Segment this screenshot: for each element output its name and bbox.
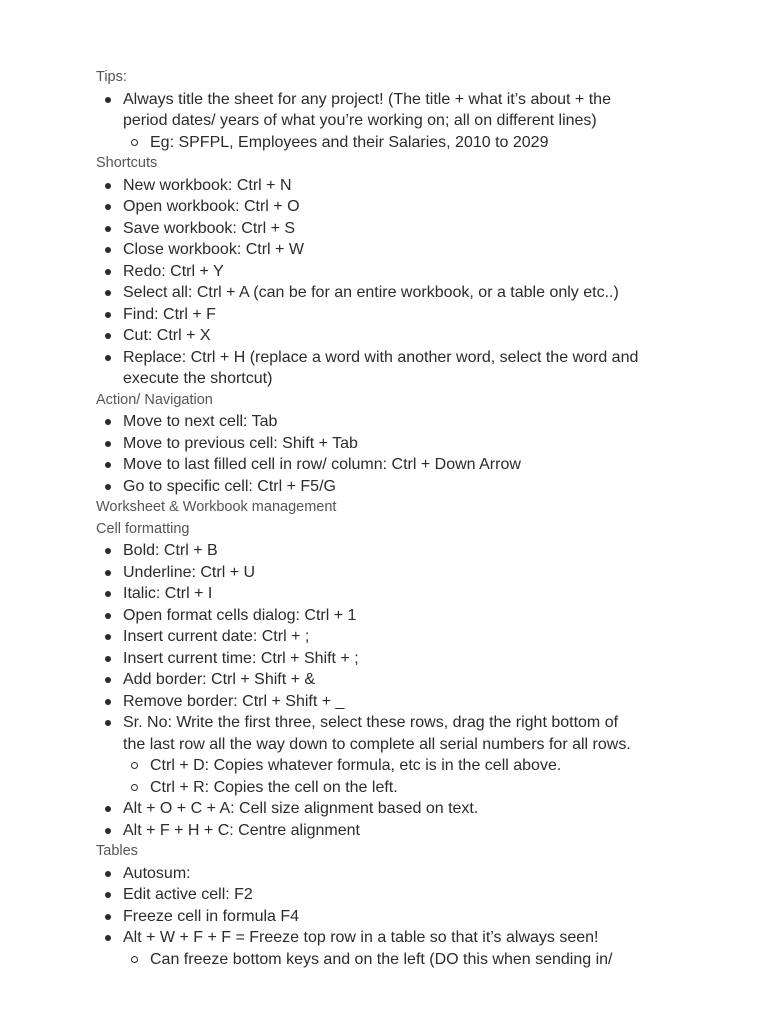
line-text: Bold: Ctrl + B <box>123 542 218 559</box>
line-text: Sr. No: Write the first three, select these rows, drag the right bottom of <box>123 714 619 731</box>
bullet-icon <box>105 720 111 726</box>
list-item <box>96 863 736 885</box>
line-text: Add border: Ctrl + Shift + & <box>123 671 316 688</box>
bullet-icon <box>105 333 111 339</box>
bullet-icon <box>105 312 111 318</box>
list-item <box>96 562 736 584</box>
bullet-icon <box>105 914 111 920</box>
line-text: Replace: Ctrl + H (replace a word with another word, select the word and <box>123 348 639 366</box>
line-text: Insert current date: Ctrl + ; <box>123 628 310 645</box>
sub-list-item <box>96 132 736 154</box>
line-text: Select all: Ctrl + A (can be for an entire workbook, or a table only etc..) <box>123 284 619 301</box>
bullet-icon <box>105 269 111 275</box>
line-text: execute the shortcut) <box>123 370 273 387</box>
list-item <box>96 712 736 734</box>
line-text: Ctrl + R: Copies the cell on the left. <box>150 778 398 796</box>
line-text: Open workbook: Ctrl + O <box>123 198 300 215</box>
line-text: Action/ Navigation <box>96 391 213 408</box>
list-item <box>96 820 736 842</box>
list-item <box>96 218 736 240</box>
bullet-icon <box>105 677 111 683</box>
list-item <box>96 648 736 670</box>
list-item <box>96 884 736 906</box>
section-heading <box>96 841 736 863</box>
line-text: New workbook: Ctrl + N <box>123 176 292 194</box>
list-item-continuation <box>96 368 736 390</box>
list-item <box>96 669 736 691</box>
line-text: Save workbook: Ctrl + S <box>123 219 296 237</box>
list-item <box>96 411 736 433</box>
bullet-icon <box>105 462 111 468</box>
sub-list-item <box>96 777 736 799</box>
list-item <box>96 304 736 326</box>
line-text: Worksheet & Workbook management <box>96 499 337 515</box>
section-heading <box>96 519 736 541</box>
bullet-icon <box>105 699 111 705</box>
bullet-icon <box>105 419 111 425</box>
section-heading <box>96 390 736 412</box>
line-text: Autosum: <box>123 864 191 882</box>
list-item <box>96 89 736 111</box>
list-item <box>96 282 736 304</box>
bullet-icon <box>105 484 111 490</box>
bullet-icon <box>105 828 111 834</box>
list-item <box>96 175 736 197</box>
line-text: Tips: <box>96 69 127 85</box>
bullet-icon <box>105 892 111 898</box>
line-text: Freeze cell in formula F4 <box>123 907 300 925</box>
bullet-icon <box>105 634 111 640</box>
line-text: Eg: SPFPL, Employees and their Salaries, 2010 to 2029 <box>150 133 549 151</box>
list-item <box>96 433 736 455</box>
list-item <box>96 605 736 627</box>
hollow-bullet-icon <box>131 139 138 146</box>
hollow-bullet-icon <box>131 784 138 791</box>
bullet-icon <box>105 97 111 103</box>
list-item <box>96 927 736 949</box>
line-text: Edit active cell: F2 <box>123 886 253 903</box>
line-text: Remove border: Ctrl + Shift + _ <box>123 692 345 710</box>
list-item <box>96 626 736 648</box>
line-text: Italic: Ctrl + I <box>123 585 213 602</box>
bullet-icon <box>105 290 111 296</box>
line-text: Find: Ctrl + F <box>123 305 216 323</box>
bullet-icon <box>105 226 111 232</box>
line-text: Alt + W + F + F = Freeze top row in a table so that it’s always seen! <box>123 929 599 946</box>
line-text: Move to previous cell: Shift + Tab <box>123 434 358 452</box>
list-item <box>96 454 736 476</box>
line-text: Open format cells dialog: Ctrl + 1 <box>123 606 357 624</box>
line-text: Cell formatting <box>96 520 190 537</box>
bullet-icon <box>105 871 111 877</box>
bullet-icon <box>105 806 111 812</box>
bullet-icon <box>105 935 111 941</box>
bullet-icon <box>105 355 111 361</box>
bullet-icon <box>105 656 111 662</box>
list-item <box>96 540 736 562</box>
section-heading <box>96 153 736 175</box>
line-text: the last row all the way down to complete all serial numbers for all rows. <box>123 735 631 753</box>
line-text: Can freeze bottom keys and on the left (DO this when sending in/ <box>150 950 613 968</box>
hollow-bullet-icon <box>131 956 138 963</box>
line-text: Alt + O + C + A: Cell size alignment based on text. <box>123 800 479 817</box>
line-text: Redo: Ctrl + Y <box>123 262 224 280</box>
notes-document <box>96 67 736 970</box>
list-item <box>96 476 736 498</box>
line-text: Shortcuts <box>96 155 158 171</box>
line-text: Ctrl + D: Copies whatever formula, etc is in the cell above. <box>150 757 562 774</box>
line-text: Close workbook: Ctrl + W <box>123 241 304 258</box>
bullet-icon <box>105 570 111 576</box>
bullet-icon <box>105 247 111 253</box>
list-item <box>96 906 736 928</box>
line-text: Insert current time: Ctrl + Shift + ; <box>123 649 359 667</box>
list-item <box>96 583 736 605</box>
line-text: period dates/ years of what you’re working on; all on different lines) <box>123 112 597 129</box>
line-text: Move to last filled cell in row/ column: Ctrl + Down Arrow <box>123 456 521 473</box>
list-item <box>96 261 736 283</box>
bullet-icon <box>105 183 111 189</box>
bullet-icon <box>105 548 111 554</box>
line-text: Always title the sheet for any project! (The title + what it’s about + the <box>123 90 611 108</box>
list-item <box>96 347 736 369</box>
line-text: Underline: Ctrl + U <box>123 563 256 581</box>
list-item <box>96 239 736 261</box>
line-text: Move to next cell: Tab <box>123 413 278 430</box>
bullet-icon <box>105 204 111 210</box>
section-heading <box>96 497 736 519</box>
list-item <box>96 196 736 218</box>
line-text: Alt + F + H + C: Centre alignment <box>123 821 360 839</box>
line-text: Cut: Ctrl + X <box>123 327 211 344</box>
list-item <box>96 325 736 347</box>
hollow-bullet-icon <box>131 762 138 769</box>
sub-list-item <box>96 949 736 971</box>
sub-list-item <box>96 755 736 777</box>
list-item <box>96 798 736 820</box>
section-heading <box>96 67 736 89</box>
list-item-continuation <box>96 110 736 132</box>
list-item <box>96 691 736 713</box>
line-text: Tables <box>96 843 138 859</box>
bullet-icon <box>105 441 111 447</box>
bullet-icon <box>105 591 111 597</box>
bullet-icon <box>105 613 111 619</box>
list-item-continuation <box>96 734 736 756</box>
line-text: Go to specific cell: Ctrl + F5/G <box>123 477 336 495</box>
